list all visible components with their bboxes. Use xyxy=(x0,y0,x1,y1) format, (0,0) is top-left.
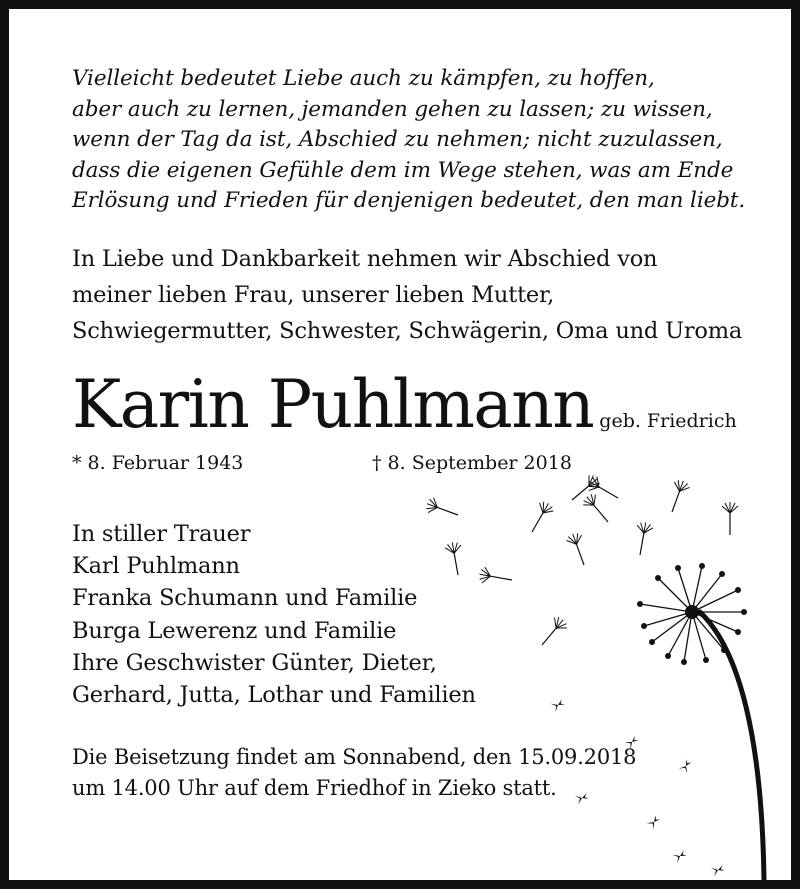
poem-line: Vielleicht bedeutet Liebe auch zu kämpfen, zu hoffen, xyxy=(72,66,655,91)
funeral-line: um 14.00 Uhr auf dem Friedhof in Zieko statt. xyxy=(72,776,557,800)
poem-line: Erlösung und Frieden für denjenigen bedeutet, den man liebt. xyxy=(72,188,746,213)
poem-line: wenn der Tag da ist, Abschied zu nehmen; nicht zuzulassen, xyxy=(72,127,723,152)
maiden-name: geb. Friedrich xyxy=(599,410,737,432)
flying-birds xyxy=(550,698,725,877)
intro-block xyxy=(72,241,762,349)
dandelion-illustration-icon xyxy=(400,460,790,880)
intro-line: Schwiegermutter, Schwester, Schwägerin, Oma und Uroma xyxy=(72,318,743,344)
mourner-line: In stiller Trauer xyxy=(72,521,251,547)
mourner-line: Gerhard, Jutta, Lothar und Familien xyxy=(72,682,476,709)
funeral-line: Die Beisetzung findet am Sonnabend, den 15.09.2018 xyxy=(72,745,637,769)
poem-block xyxy=(72,64,762,217)
dandelion-stem xyxy=(700,612,764,880)
flying-seeds xyxy=(424,473,738,650)
dandelion-head xyxy=(637,563,747,665)
birth-date: * 8. Februar 1943 xyxy=(72,452,244,474)
death-date: † 8. September 2018 xyxy=(372,452,572,474)
mourner-line: Ihre Geschwister Günter, Dieter, xyxy=(72,649,437,676)
mourner-line: Karl Puhlmann xyxy=(72,553,240,580)
mourner-line: Burga Lewerenz und Familie xyxy=(72,617,397,644)
poem-line: dass die eigenen Gefühle dem im Wege stehen, was am Ende xyxy=(72,157,734,183)
deceased-name-row xyxy=(72,368,737,442)
deceased-name: Karin Puhlmann xyxy=(72,366,594,443)
intro-line: meiner lieben Frau, unserer lieben Mutter, xyxy=(72,282,555,308)
mourner-line: Franka Schumann und Familie xyxy=(72,585,418,612)
intro-line: In Liebe und Dankbarkeit nehmen wir Abschied von xyxy=(72,246,658,272)
poem-line: aber auch zu lernen, jemanden gehen zu lassen; zu wissen, xyxy=(72,96,713,122)
